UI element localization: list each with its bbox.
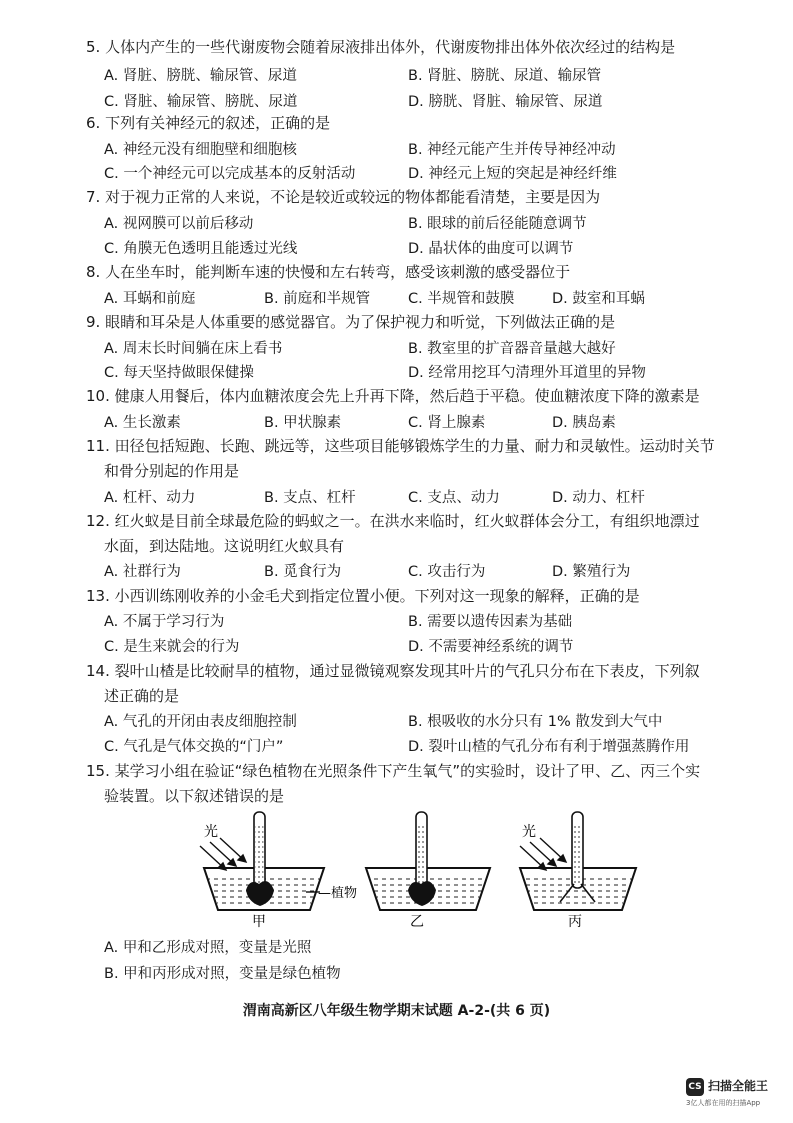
question-5-stem: 5. 人体内产生的一些代谢废物会随着尿液排出体外，代谢废物排出体外依次经过的结构是: [86, 38, 676, 56]
light-label-jia: 光: [204, 824, 218, 840]
question-13-stem: 13. 小西训练刚收养的小金毛犬到指定位置小便。下列对这一现象的解释，正确的是: [86, 587, 640, 605]
light-label-bing: 光: [522, 824, 536, 840]
q14-option-b: B. 根吸收的水分只有 1% 散发到大气中: [408, 714, 663, 730]
scanner-app-name: 扫描全能王: [708, 1079, 769, 1093]
q13-option-b: B. 需要以遗传因素为基础: [408, 614, 573, 630]
setup-jia: [200, 812, 357, 930]
q11-option-b: B. 支点、杠杆: [264, 490, 356, 506]
question-9-stem: 9. 眼睛和耳朵是人体重要的感觉器官。为了保护视力和听觉，下列做法正确的是: [86, 313, 616, 331]
q13-option-a: A. 不属于学习行为: [104, 614, 225, 630]
q10-option-d: D. 胰岛素: [552, 415, 616, 431]
q11-option-a: A. 杠杆、动力: [104, 490, 196, 506]
q14-option-d: D. 裂叶山楂的气孔分布有利于增强蒸腾作用: [408, 739, 690, 755]
q12-option-b: B. 觅食行为: [264, 564, 342, 580]
q5-option-c: C. 肾脏、输尿管、膀胱、尿道: [104, 94, 298, 110]
q12-option-c: C. 攻击行为: [408, 564, 486, 580]
question-11-stem: 11. 田径包括短跑、长跑、跳远等，这些项目能够锻炼学生的力量、耐力和灵敏性。运动时关节: [86, 437, 715, 455]
q11-option-d: D. 动力、杠杆: [552, 490, 645, 506]
q8-option-b: B. 前庭和半规管: [264, 291, 371, 307]
q8-option-a: A. 耳蜗和前庭: [104, 291, 196, 307]
scanner-watermark: [686, 1076, 786, 1106]
q6-option-d: D. 神经元上短的突起是神经纤维: [408, 166, 617, 182]
question-6-stem: 6. 下列有关神经元的叙述，正确的是: [86, 114, 331, 132]
q7-option-a: A. 视网膜可以前后移动: [104, 216, 254, 232]
light-arrows-bing: [520, 838, 566, 870]
q6-option-b: B. 神经元能产生并传导神经冲动: [408, 142, 616, 158]
light-arrows-jia: [200, 838, 246, 870]
question-15-stem-cont: 验装置。以下叙述错误的是: [104, 787, 285, 805]
q13-option-c: C. 是生来就会的行为: [104, 639, 240, 655]
question-12-stem: 12. 红火蚁是目前全球最危险的蚂蚁之一。在洪水来临时，红火蚁群体会分工，有组织地漂过: [86, 512, 700, 530]
question-7-stem: 7. 对于视力正常的人来说，不论是较近或较远的物体都能看清楚，主要是因为: [86, 188, 601, 206]
q13-option-d: D. 不需要神经系统的调节: [408, 639, 574, 655]
q5-option-b: B. 肾脏、膀胱、尿道、输尿管: [408, 68, 602, 84]
plant-label: —植物: [318, 886, 358, 901]
q8-option-d: D. 鼓室和耳蜗: [552, 291, 645, 307]
q7-option-c: C. 角膜无色透明且能透过光线: [104, 241, 298, 257]
q9-option-a: A. 周末长时间躺在床上看书: [104, 341, 283, 357]
q9-option-d: D. 经常用挖耳勺清理外耳道里的异物: [408, 365, 646, 381]
q8-option-c: C. 半规管和鼓膜: [408, 291, 515, 307]
question-14-stem-cont: 述正确的是: [104, 687, 180, 705]
page-footer: 渭南高新区八年级生物学期末试题 A-2-(共 6 页): [242, 1003, 551, 1019]
setup-yi: [366, 812, 490, 930]
question-10-stem: 10. 健康人用餐后，体内血糖浓度会先上升再下降，然后趋于平稳。使血糖浓度下降的激素是: [86, 387, 700, 405]
q10-option-c: C. 肾上腺素: [408, 415, 486, 431]
q15-option-a: A. 甲和乙形成对照，变量是光照: [104, 940, 312, 956]
q6-option-c: C. 一个神经元可以完成基本的反射活动: [104, 166, 356, 182]
cs-logo-icon: CS: [686, 1078, 704, 1096]
question-14-stem: 14. 裂叶山楂是比较耐旱的植物，通过显微镜观察发现其叶片的气孔只分布在下表皮，下列叙: [86, 662, 700, 680]
q6-option-a: A. 神经元没有细胞壁和细胞核: [104, 142, 297, 158]
experiment-figure: [190, 810, 650, 932]
q5-option-d: D. 膀胱、肾脏、输尿管、尿道: [408, 94, 603, 110]
q7-option-b: B. 眼球的前后径能随意调节: [408, 216, 587, 232]
q14-option-c: C. 气孔是气体交换的“门户”: [104, 739, 284, 755]
setup-bing: [520, 812, 636, 930]
scanner-app-tagline: 3亿人都在用的扫描App: [686, 1099, 761, 1107]
setup-label-jia: 甲: [252, 914, 266, 930]
q10-option-b: B. 甲状腺素: [264, 415, 342, 431]
q7-option-d: D. 晶状体的曲度可以调节: [408, 241, 574, 257]
q15-option-b: B. 甲和丙形成对照，变量是绿色植物: [104, 966, 341, 982]
question-8-stem: 8. 人在坐车时，能判断车速的快慢和左右转弯，感受该刺激的感受器位于: [86, 263, 571, 281]
setup-label-yi: 乙: [410, 914, 424, 930]
q9-option-b: B. 教室里的扩音器音量越大越好: [408, 341, 616, 357]
q11-option-c: C. 支点、动力: [408, 490, 500, 506]
setup-label-bing: 丙: [568, 914, 582, 930]
q14-option-a: A. 气孔的开闭由表皮细胞控制: [104, 714, 297, 730]
q10-option-a: A. 生长激素: [104, 415, 181, 431]
question-15-stem: 15. 某学习小组在验证“绿色植物在光照条件下产生氧气”的实验时，设计了甲、乙、丙三个实: [86, 762, 701, 780]
q9-option-c: C. 每天坚持做眼保健操: [104, 365, 254, 381]
q12-option-d: D. 繁殖行为: [552, 564, 631, 580]
q12-option-a: A. 社群行为: [104, 564, 181, 580]
question-11-stem-cont: 和骨分别起的作用是: [104, 462, 240, 480]
q5-option-a: A. 肾脏、膀胱、输尿管、尿道: [104, 68, 297, 84]
question-12-stem-cont: 水面，到达陆地。这说明红火蚁具有: [104, 537, 345, 555]
